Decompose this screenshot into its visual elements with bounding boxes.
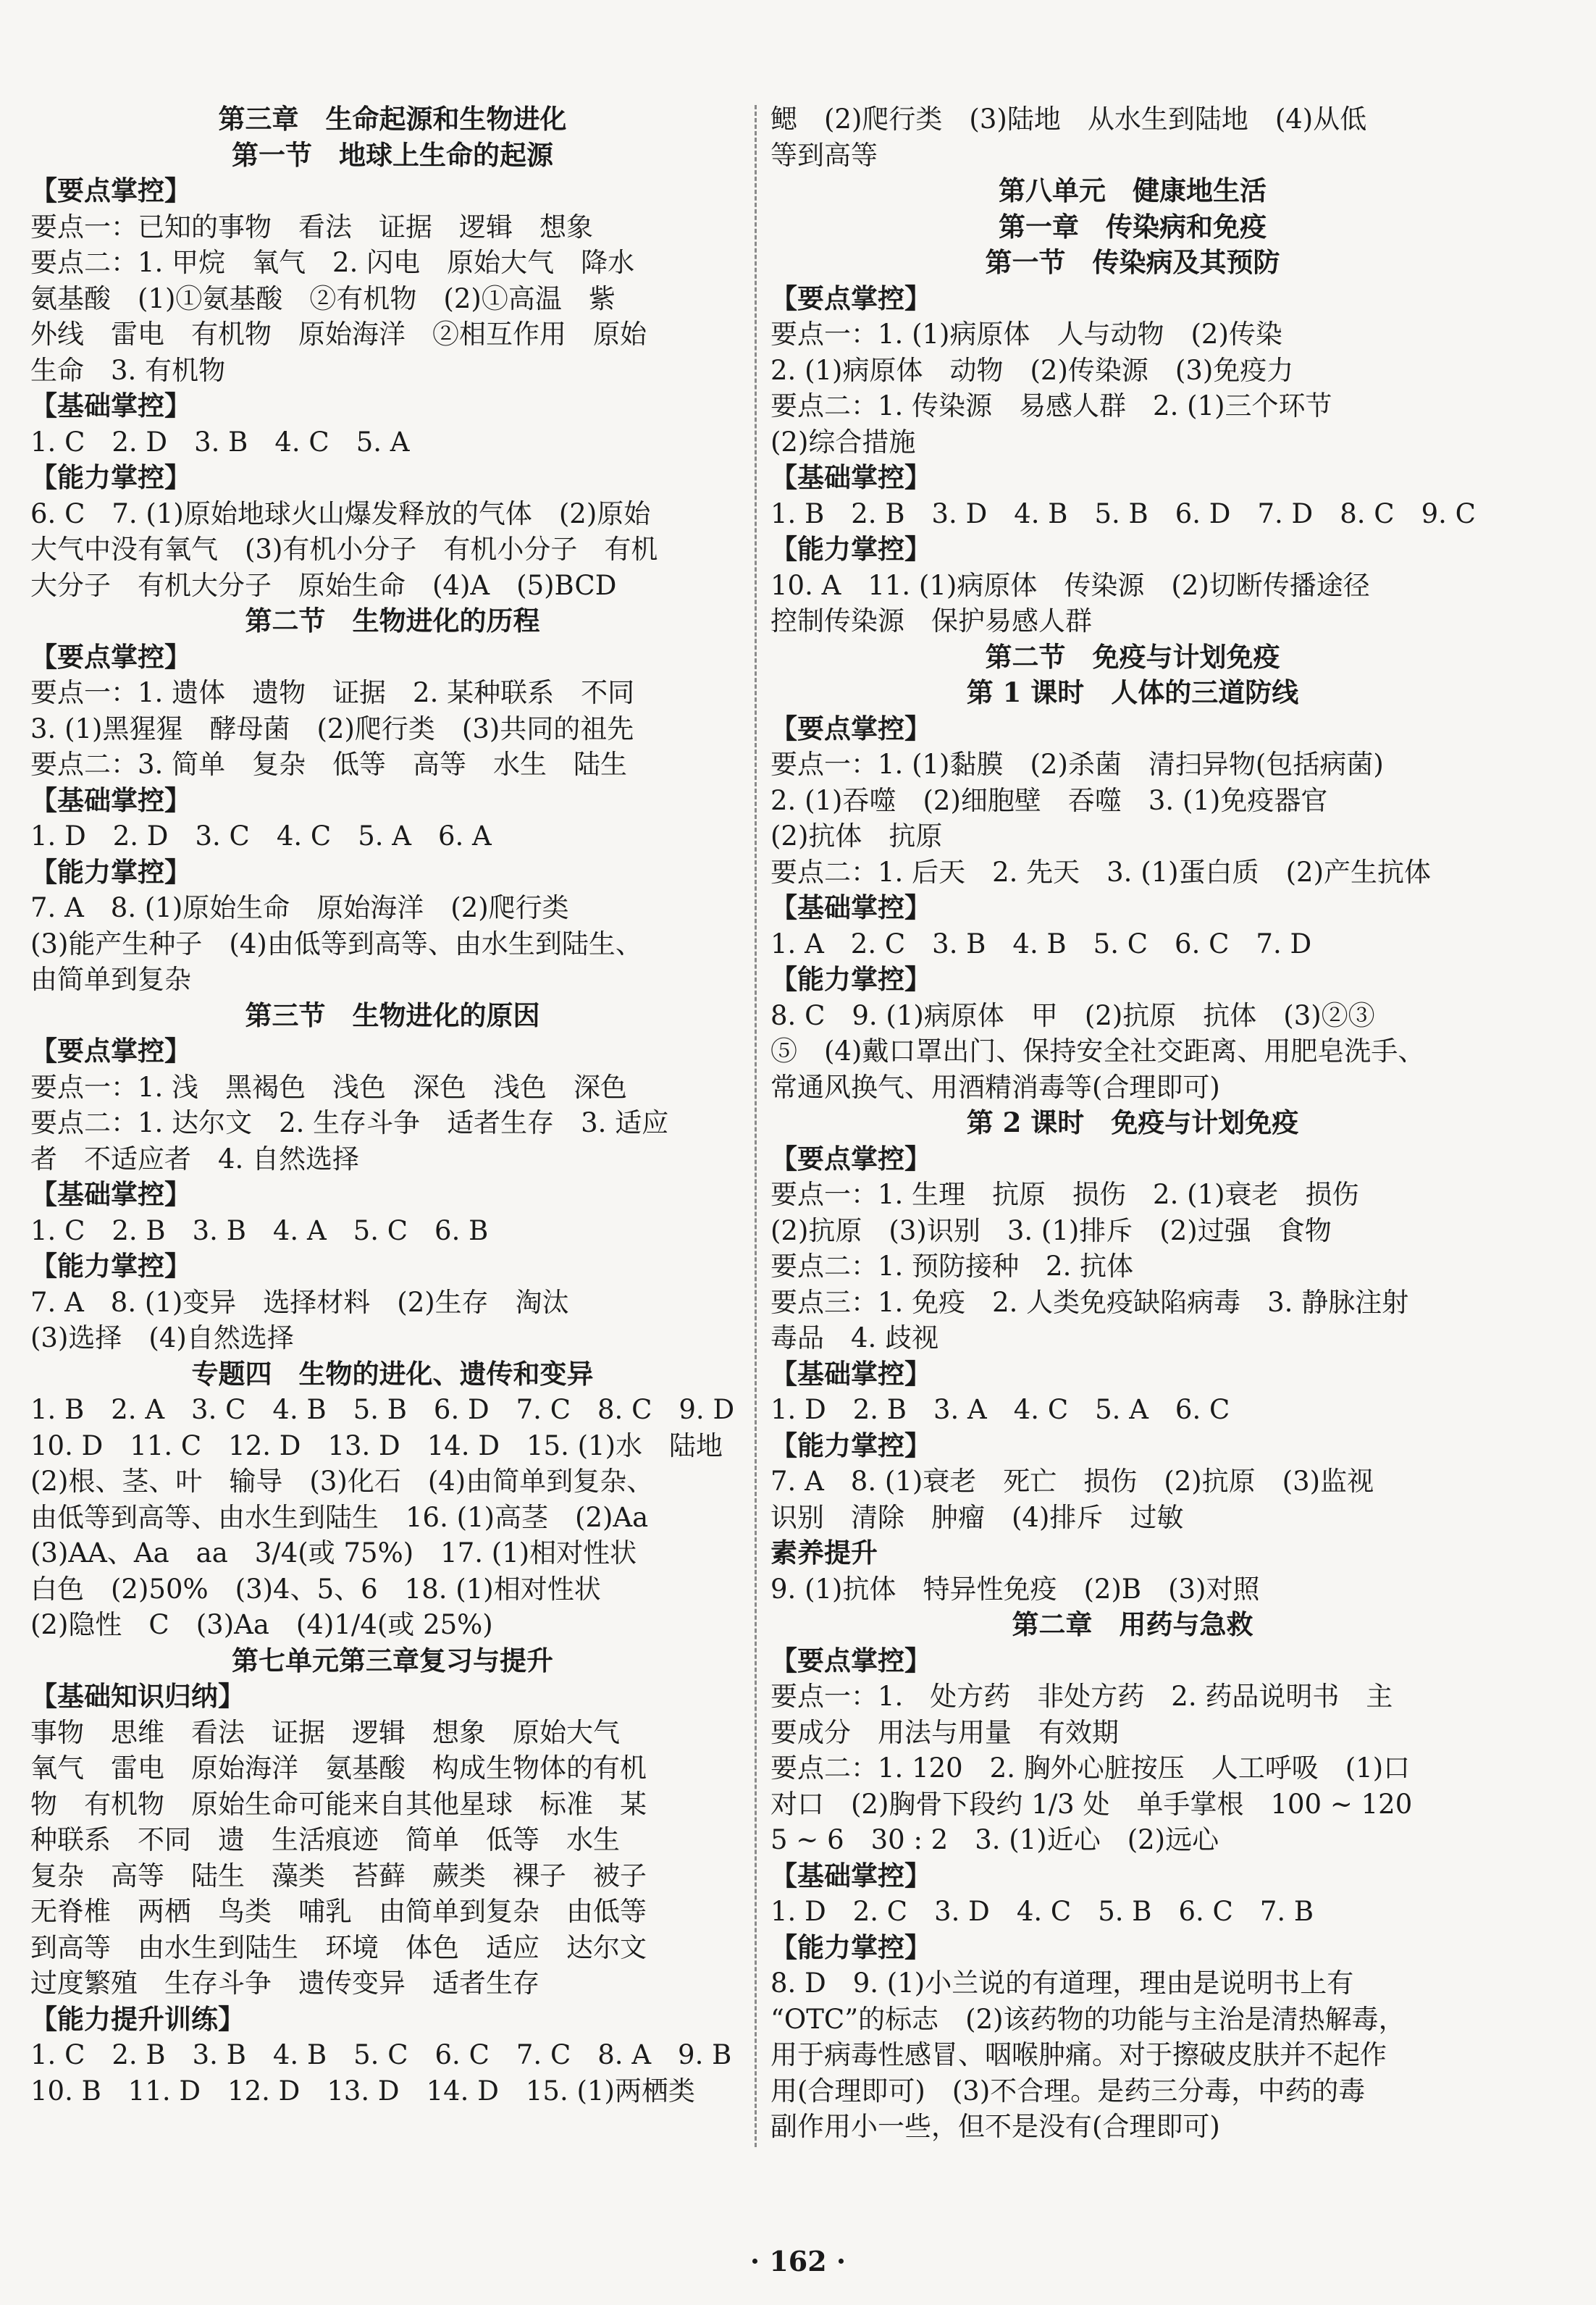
answer-line: 5 ~ 6 30 : 2 3. (1)近心 (2)远心 xyxy=(770,1824,1219,1855)
subsection-label: 【基础掌控】 xyxy=(770,891,931,923)
answer-line: 3. (1)黑猩猩 酵母菌 (2)爬行类 (3)共同的祖先 xyxy=(30,713,634,744)
right-column xyxy=(770,101,1495,2145)
answer-line: 1. A 2. C 3. B 4. B 5. C 6. C 7. D xyxy=(770,928,1312,960)
subsection-label: 【要点掌控】 xyxy=(30,175,191,206)
section-heading: 第一节 传染病及其预防 xyxy=(985,246,1280,278)
answer-line: 过度繁殖 生存斗争 遗传变异 适者生存 xyxy=(30,1968,539,1999)
section-heading: 第二节 生物进化的历程 xyxy=(245,605,540,637)
answer-line: (2)抗体 抗原 xyxy=(770,820,943,852)
answer-line: 副作用小一些，但不是没有(合理即可) xyxy=(770,2111,1220,2142)
answer-line: 用(合理即可) (3)不合理。是药三分毒，中药的毒 xyxy=(770,2075,1366,2107)
subsection-label: 【能力提升训练】 xyxy=(30,2002,245,2035)
answer-line: 要点二：3. 简单 复杂 低等 高等 水生 陆生 xyxy=(30,749,628,780)
section-heading: 第七单元第三章复习与提升 xyxy=(232,1644,553,1676)
section-heading: 第一节 地球上生命的起源 xyxy=(232,138,553,171)
subsection-label: 【能力掌控】 xyxy=(770,1931,931,1963)
answer-line: 由简单到复杂 xyxy=(30,964,191,995)
subsection-label: 【要点掌控】 xyxy=(770,282,931,314)
answer-line: 7. A 8. (1)衰老 死亡 损伤 (2)抗原 (3)监视 xyxy=(770,1466,1374,1497)
answer-line: 要点二：1. 达尔文 2. 生存斗争 适者生存 3. 适应 xyxy=(30,1107,669,1138)
subsection-label: 【基础掌控】 xyxy=(770,1859,931,1892)
answer-line: 要点一：1. 处方药 非处方药 2. 药品说明书 主 xyxy=(770,1681,1393,1712)
answer-line: 到高等 由水生到陆生 环境 体色 适应 达尔文 xyxy=(30,1931,647,1963)
answer-line: 大气中没有氧气 (3)有机小分子 有机小分子 有机 xyxy=(30,534,658,565)
answer-line: 要点二：1. 120 2. 胸外心脏按压 人工呼吸 (1)口 xyxy=(770,1752,1411,1784)
answer-line: 鳃 (2)爬行类 (3)陆地 从水生到陆地 (4)从低 xyxy=(770,104,1367,135)
answer-line: 1. C 2. B 3. B 4. A 5. C 6. B xyxy=(30,1214,489,1246)
subsection-label: 【基础知识归纳】 xyxy=(30,1680,245,1712)
answer-line: 1. C 2. B 3. B 4. B 5. C 6. C 7. C 8. A 9. B xyxy=(30,2039,732,2070)
answer-line: 1. D 2. B 3. A 4. C 5. A 6. C xyxy=(770,1394,1230,1425)
left-column xyxy=(30,101,755,2109)
answer-line: 用于病毒性感冒、咽喉肿痛。对于擦破皮肤并不起作 xyxy=(770,2039,1387,2070)
answer-line: 2. (1)病原体 动物 (2)传染源 (3)免疫力 xyxy=(770,354,1294,386)
answer-line: 10. B 11. D 12. D 13. D 14. D 15. (1)两栖类 xyxy=(30,2075,695,2107)
answer-line: 由低等到高等、由水生到陆生 16. (1)高茎 (2)Aa xyxy=(30,1501,649,1533)
answer-line: (2)抗原 (3)识别 3. (1)排斥 (2)过强 食物 xyxy=(770,1214,1332,1246)
answer-line: (3)AA、Aa aa 3/4(或 75%) 17. (1)相对性状 xyxy=(30,1537,637,1569)
answer-line: 要点一：1. (1)黏膜 (2)杀菌 清扫异物(包括病菌) xyxy=(770,749,1384,780)
subsection-label: 【要点掌控】 xyxy=(770,712,931,744)
page-number: · 162 · xyxy=(749,2245,847,2277)
answer-line: 要点三：1. 免疫 2. 人类免疫缺陷病毒 3. 静脉注射 xyxy=(770,1286,1409,1318)
answer-line: 毒品 4. 歧视 xyxy=(770,1322,939,1353)
answer-line: 氧气 雷电 原始海洋 氨基酸 构成生物体的有机 xyxy=(30,1752,647,1784)
answer-line: 要点一：1. 生理 抗原 损伤 2. (1)衰老 损伤 xyxy=(770,1179,1359,1210)
answer-line: 事物 思维 看法 证据 逻辑 想象 原始大气 xyxy=(30,1716,620,1748)
answer-line: 识别 清除 肿瘤 (4)排斥 过敏 xyxy=(770,1501,1184,1533)
subsection-label: 【要点掌控】 xyxy=(30,1035,191,1067)
answer-line: 要成分 用法与用量 有效期 xyxy=(770,1716,1119,1748)
subsection-label: 【能力掌控】 xyxy=(30,461,191,493)
subsection-label: 素养提升 xyxy=(770,1537,878,1569)
answer-line: 要点二：1. 预防接种 2. 抗体 xyxy=(770,1251,1134,1282)
subsection-label: 【能力掌控】 xyxy=(770,1429,931,1461)
section-heading: 第 1 课时 人体的三道防线 xyxy=(966,676,1299,708)
subsection-label: 【能力掌控】 xyxy=(30,855,191,888)
answer-line: (3)选择 (4)自然选择 xyxy=(30,1322,294,1353)
answer-line: 1. B 2. B 3. D 4. B 5. B 6. D 7. D 8. C 9. C xyxy=(770,497,1476,529)
subsection-label: 【要点掌控】 xyxy=(30,640,191,673)
answer-line: 要点一：已知的事物 看法 证据 逻辑 想象 xyxy=(30,211,593,243)
answer-line: 外线 雷电 有机物 原始海洋 ②相互作用 原始 xyxy=(30,319,647,350)
section-heading: 第八单元 健康地生活 xyxy=(999,175,1267,206)
subsection-label: 【能力掌控】 xyxy=(30,1250,191,1282)
answer-line: 要点二：1. 后天 2. 先天 3. (1)蛋白质 (2)产生抗体 xyxy=(770,856,1432,888)
subsection-label: 【基础掌控】 xyxy=(30,390,191,421)
answer-line: 白色 (2)50% (3)4、5、6 18. (1)相对性状 xyxy=(30,1573,601,1605)
answer-line: 控制传染源 保护易感人群 xyxy=(770,605,1092,637)
answer-line: ⑤ (4)戴口罩出门、保持安全社交距离、用肥皂洗手、 xyxy=(770,1036,1425,1067)
section-heading: 第二节 免疫与计划免疫 xyxy=(985,640,1280,673)
subsection-label: 【要点掌控】 xyxy=(770,1142,931,1175)
answer-line: 8. D 9. (1)小兰说的有道理，理由是说明书上有 xyxy=(770,1968,1354,1999)
answer-line: 2. (1)吞噬 (2)细胞壁 吞噬 3. (1)免疫器官 xyxy=(770,784,1328,816)
answer-line: 要点一：1. 浅 黑褐色 浅色 深色 浅色 深色 xyxy=(30,1071,628,1103)
subsection-label: 【基础掌控】 xyxy=(30,784,191,816)
answer-line: 等到高等 xyxy=(770,139,878,171)
answer-line: 1. B 2. A 3. C 4. B 5. B 6. D 7. C 8. C 9. D xyxy=(30,1394,735,1425)
answer-line: 对口 (2)胸骨下段约 1/3 处 单手掌根 100 ~ 120 xyxy=(770,1788,1413,1820)
answer-line: 要点一：1. (1)病原体 人与动物 (2)传染 xyxy=(770,319,1282,350)
answer-line: 6. C 7. (1)原始地球火山爆发释放的气体 (2)原始 xyxy=(30,497,651,529)
answer-line: (2)根、茎、叶 输导 (3)化石 (4)由简单到复杂、 xyxy=(30,1466,654,1497)
answer-line: (2)隐性 C (3)Aa (4)1/4(或 25%) xyxy=(30,1609,493,1640)
section-heading: 第 2 课时 免疫与计划免疫 xyxy=(966,1107,1299,1138)
answer-line: 1. D 2. D 3. C 4. C 5. A 6. A xyxy=(30,820,492,852)
answer-line: 种联系 不同 遗 生活痕迹 简单 低等 水生 xyxy=(30,1824,620,1855)
answer-line: (2)综合措施 xyxy=(770,426,916,458)
answer-line: 要点二：1. 传染源 易感人群 2. (1)三个环节 xyxy=(770,390,1332,421)
answer-line: 无脊椎 两栖 鸟类 哺乳 由简单到复杂 由低等 xyxy=(30,1896,647,1927)
answer-line: 常通风换气、用酒精消毒等(合理即可) xyxy=(770,1071,1220,1103)
subsection-label: 【基础掌控】 xyxy=(770,1357,931,1390)
answer-line: (3)能产生种子 (4)由低等到高等、由水生到陆生、 xyxy=(30,928,642,960)
answer-line: “OTC”的标志 (2)该药物的功能与主治是清热解毒， xyxy=(770,2003,1406,2035)
answer-line: 9. (1)抗体 特异性免疫 (2)B (3)对照 xyxy=(770,1573,1260,1605)
answer-line: 10. A 11. (1)病原体 传染源 (2)切断传播途径 xyxy=(770,569,1370,601)
section-heading: 第二章 用药与急救 xyxy=(1012,1608,1253,1640)
answer-line: 8. C 9. (1)病原体 甲 (2)抗原 抗体 (3)②③ xyxy=(770,999,1375,1031)
subsection-label: 【基础掌控】 xyxy=(30,1178,191,1210)
answer-line: 10. D 11. C 12. D 13. D 14. D 15. (1)水 陆地 xyxy=(30,1429,723,1461)
answer-line: 要点二：1. 甲烷 氧气 2. 闪电 原始大气 降水 xyxy=(30,247,635,278)
answer-line: 7. A 8. (1)变异 选择材料 (2)生存 淘汰 xyxy=(30,1286,569,1318)
answer-line: 复杂 高等 陆生 藻类 苔藓 蕨类 裸子 被子 xyxy=(30,1860,647,1892)
section-heading: 第三节 生物进化的原因 xyxy=(245,999,540,1031)
answer-line: 7. A 8. (1)原始生命 原始海洋 (2)爬行类 xyxy=(30,892,569,923)
subsection-label: 【能力掌控】 xyxy=(770,533,931,565)
subsection-label: 【基础掌控】 xyxy=(770,461,931,493)
section-heading: 第一章 传染病和免疫 xyxy=(999,210,1267,243)
answer-line: 1. C 2. D 3. B 4. C 5. A xyxy=(30,426,410,458)
subsection-label: 【要点掌控】 xyxy=(770,1644,931,1676)
answer-line: 物 有机物 原始生命可能来自其他星球 标准 某 xyxy=(30,1788,647,1820)
answer-line: 氨基酸 (1)①氨基酸 ②有机物 (2)①高温 紫 xyxy=(30,282,616,314)
answer-line: 1. D 2. C 3. D 4. C 5. B 6. C 7. B xyxy=(770,1896,1314,1927)
subsection-label: 【能力掌控】 xyxy=(770,963,931,995)
answer-line: 大分子 有机大分子 原始生命 (4)A (5)BCD xyxy=(30,569,617,601)
section-heading: 第三章 生命起源和生物进化 xyxy=(218,103,567,135)
answer-line: 要点一：1. 遗体 遗物 证据 2. 某种联系 不同 xyxy=(30,677,635,708)
answer-line: 者 不适应者 4. 自然选择 xyxy=(30,1143,360,1175)
answer-line: 生命 3. 有机物 xyxy=(30,354,226,386)
section-heading: 专题四 生物的进化、遗传和变异 xyxy=(191,1357,594,1390)
column-divider xyxy=(755,105,757,2147)
